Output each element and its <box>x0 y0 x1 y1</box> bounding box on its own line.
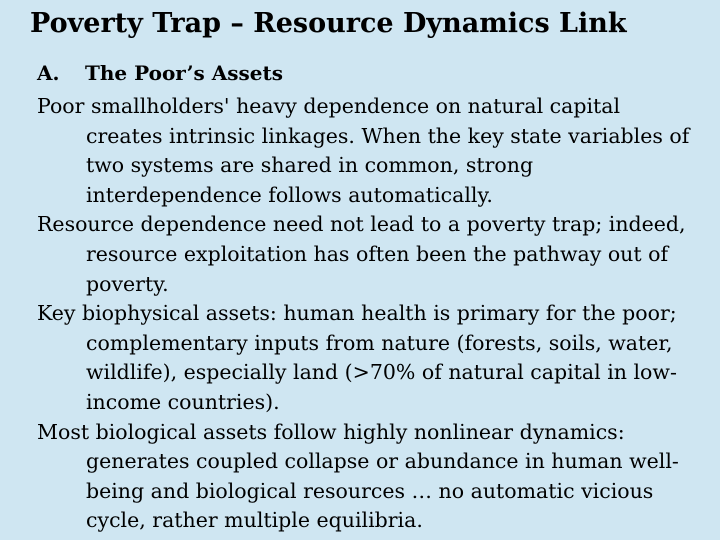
paragraph-natural-capital-dependence: Poor smallholders' heavy dependence on natural capital creates intrinsic linkages. When the key state variables of two systems are shared in common, strong interdependence follows automatically. <box>37 94 690 207</box>
section-heading-text: The Poor’s Assets <box>85 61 284 85</box>
paragraph-resource-dependence: Resource dependence need not lead to a poverty trap; indeed, resource exploitation has often been the pathway out of poverty. <box>37 212 686 296</box>
slide-body <box>37 92 697 536</box>
section-letter: A. <box>37 61 60 85</box>
paragraph-biophysical-assets: Key biophysical assets: human health is primary for the poor; complementary inputs from nature (forests, soils, water, wildlife), especially land (>70% of natural capital in low-income countries). <box>37 301 677 414</box>
paragraph-nonlinear-dynamics: Most biological assets follow highly nonlinear dynamics: generates coupled collapse or abundance in human well-being and biological resources … no automatic vicious cycle, rather multiple equilibria. <box>37 419 679 533</box>
section-heading <box>37 58 283 88</box>
slide-title: Poverty Trap – Resource Dynamics Link <box>30 8 627 39</box>
